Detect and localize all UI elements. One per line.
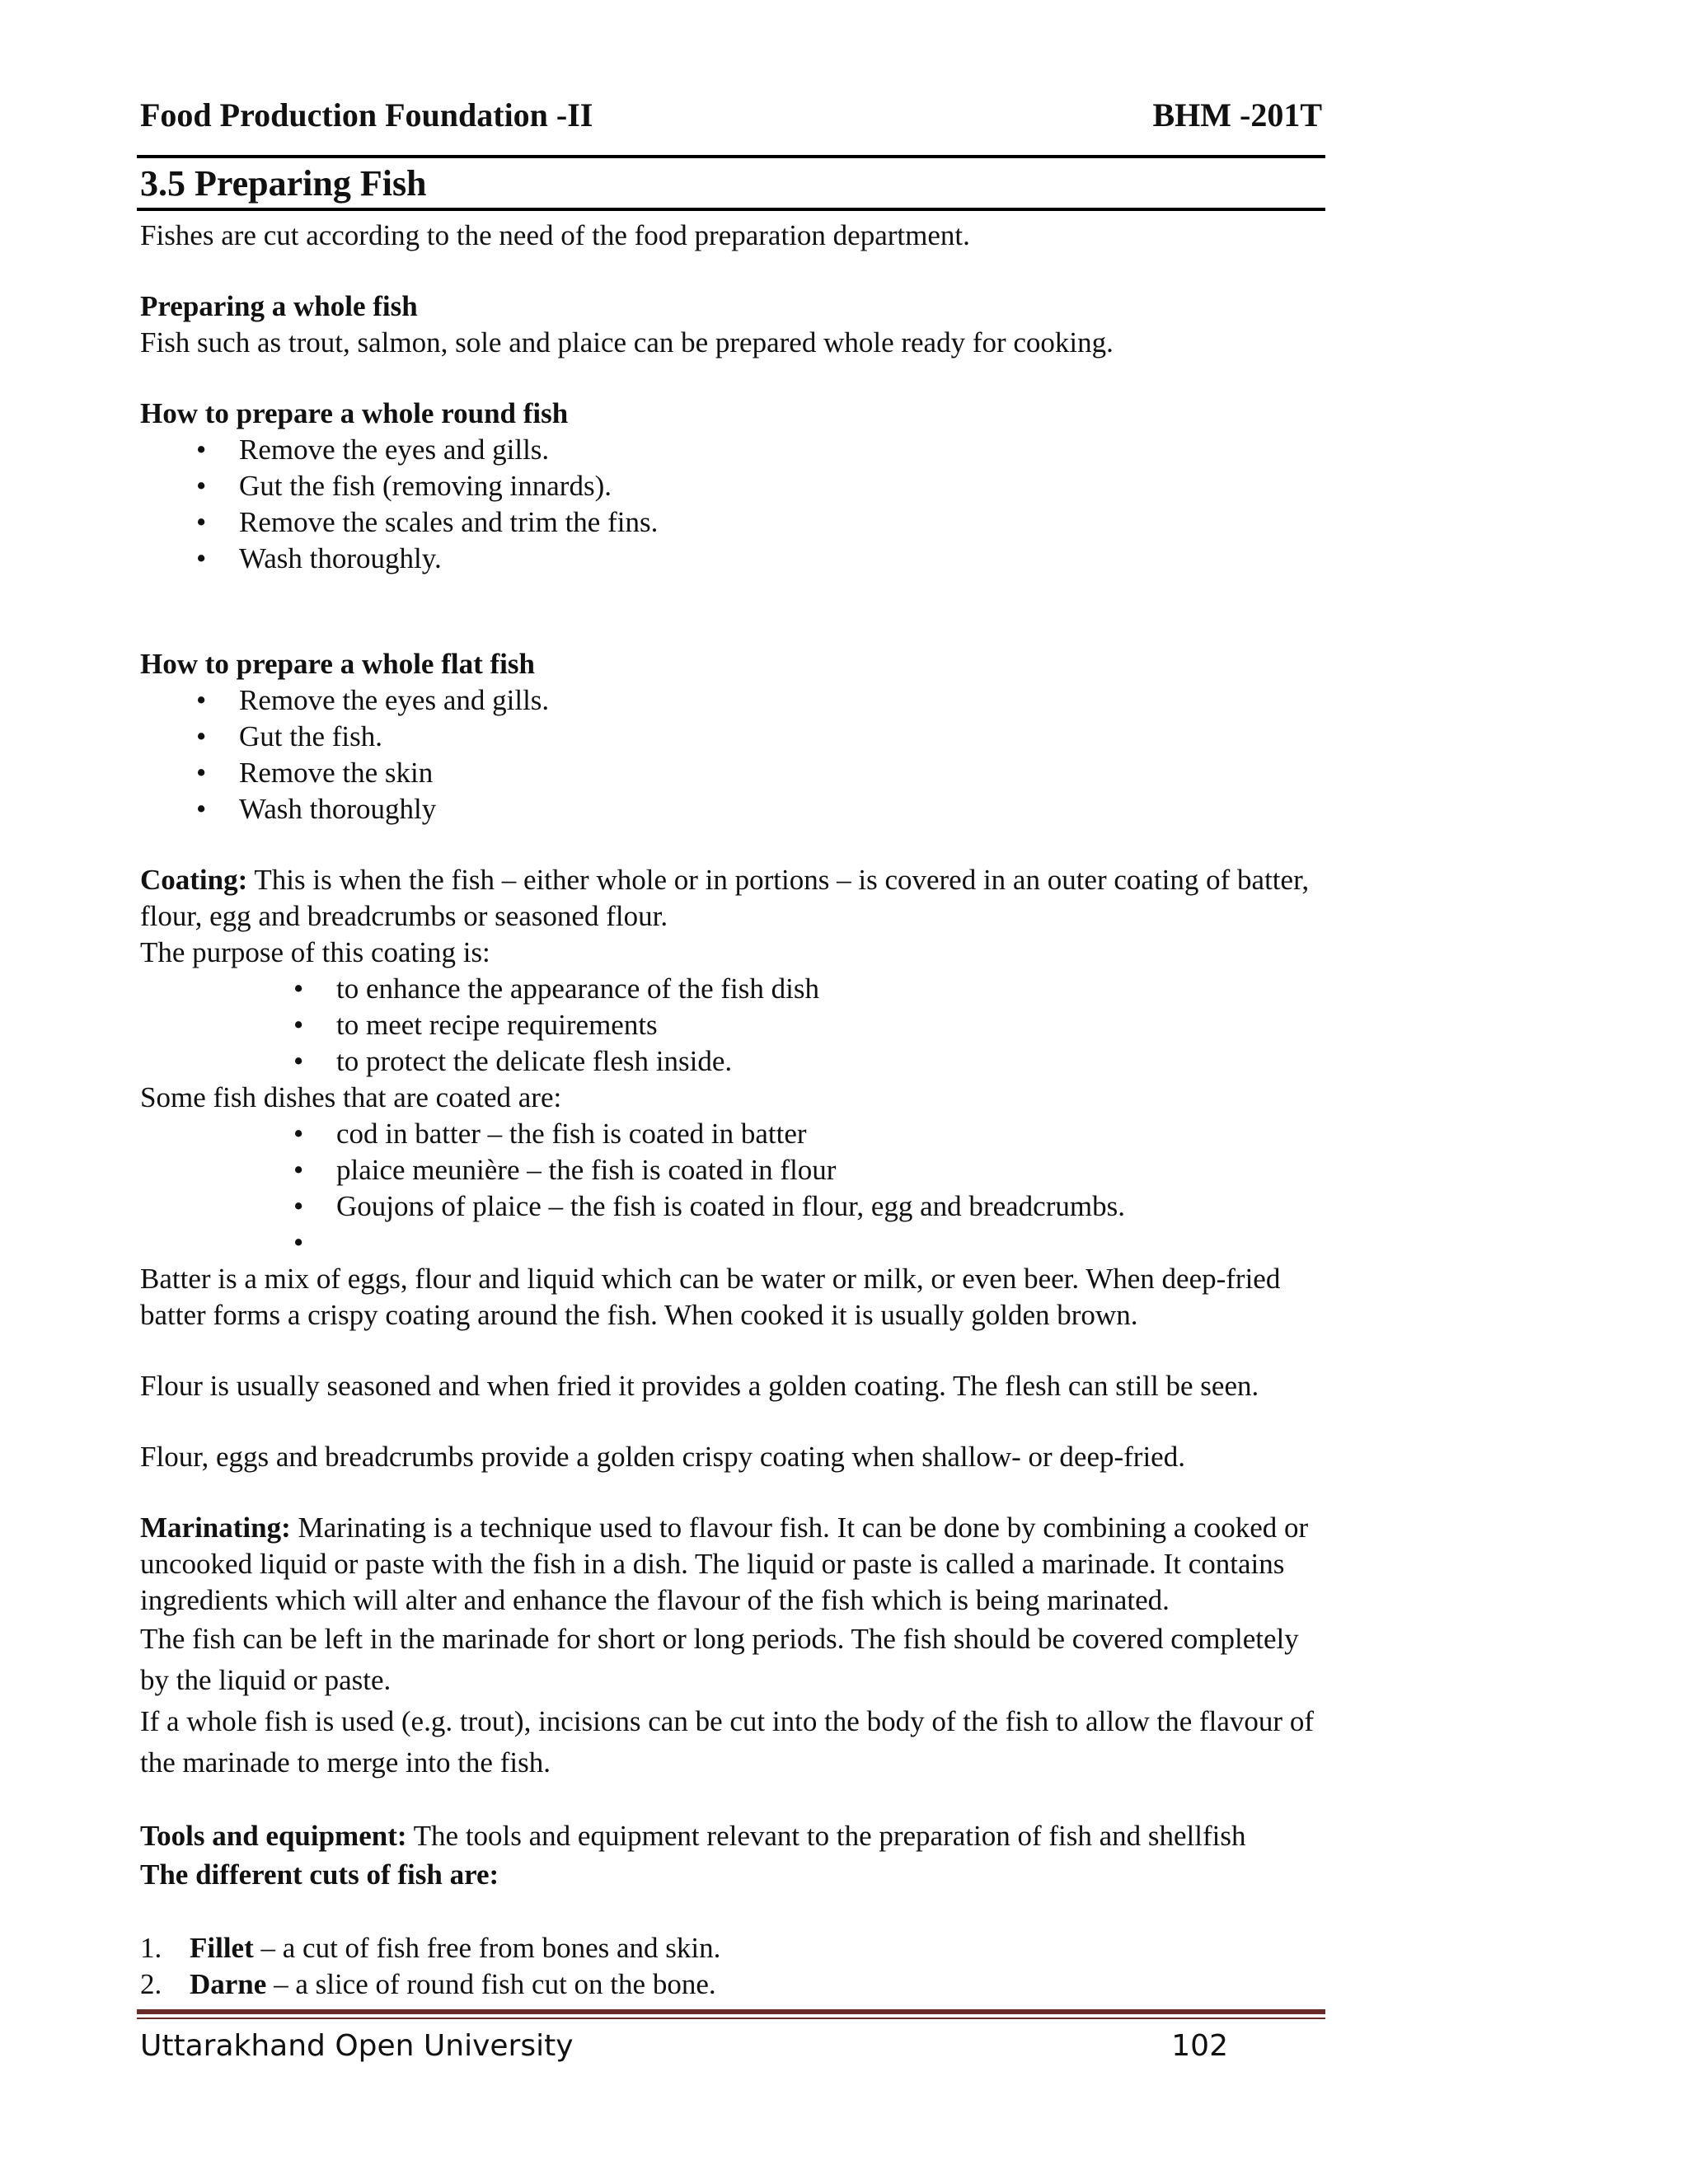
list-item: • Gut the fish. [140,719,1327,755]
section-rule [137,208,1325,211]
cut-description: – a cut of fish free from bones and skin. [253,1932,721,1964]
marinating-incisions: If a whole fish is used (e.g. trout), incisions can be cut into the body of the fish to allow the flavour of the marinade to merge into the fish. [140,1705,1314,1779]
page-content [140,218,1327,2003]
coated-dishes-intro: Some fish dishes that are coated are: [140,1081,562,1113]
flour-paragraph: Flour is usually seasoned and when fried it provides a golden coating. The flesh can still be seen. [140,1370,1259,1402]
coating-label: Coating: [140,864,248,896]
footer-rule [137,2009,1325,2014]
list-item: • to enhance the appearance of the fish dish [140,971,1327,1007]
coating-purposes [140,971,1327,1080]
list-item: • Remove the eyes and gills. [140,682,1327,719]
cuts-list [140,1930,1327,2003]
marinating-text: Marinating is a technique used to flavour fish. It can be done by combining a cooked or uncooked liquid or paste with the fish in a dish. The liquid or paste is called a marinade. It contains ingredients which will alter and enhance the flavour of the fish which is being marinated. [140,1511,1309,1616]
cut-term: Darne [190,1968,267,2000]
flat-fish-steps [140,682,1327,827]
section-title: 3.5 Preparing Fish [140,163,427,204]
course-code: BHM -201T [1152,96,1322,134]
whole-fish-text: Fish such as trout, salmon, sole and plaice can be prepared whole ready for cooking. [140,326,1114,359]
footer-university: Uttarakhand Open University [140,2029,574,2063]
intro-paragraph: Fishes are cut according to the need of the food preparation department. [140,219,970,251]
tools-text: The tools and equipment relevant to the preparation of fish and shellfish [406,1820,1246,1852]
cuts-heading: The different cuts of fish are: [140,1858,499,1891]
coated-dishes [140,1116,1327,1261]
marinating-label: Marinating: [140,1511,291,1544]
batter-paragraph: Batter is a mix of eggs, flour and liquid which can be water or milk, or even beer. When deep-fried batter forms a crispy coating around the fish. When cooked it is usually golden brown. [140,1263,1281,1331]
page-number: 102 [1171,2029,1228,2063]
empty-list-item [140,1225,1327,1261]
list-item: • Goujons of plaice – the fish is coated in flour, egg and breadcrumbs. [140,1188,1327,1225]
tools-paragraph [140,1818,1327,1854]
item-number: 2. [140,1968,162,2000]
item-number: 1. [140,1932,162,1964]
list-item: • Wash thoroughly [140,791,1327,827]
round-fish-heading: How to prepare a whole round fish [140,397,569,429]
header-rule [137,155,1325,158]
list-item: • Gut the fish (removing innards). [140,468,1327,504]
course-title: Food Production Foundation -II [140,96,593,134]
marinating-duration: The fish can be left in the marinade for short or long periods. The fish should be covered completely by the liquid or paste. [140,1623,1299,1696]
list-item: • Remove the scales and trim the fins. [140,504,1327,541]
coating-purpose-intro: The purpose of this coating is: [140,936,490,968]
list-item [140,1930,1327,1966]
list-item: • plaice meunière – the fish is coated in flour [140,1152,1327,1188]
coating-paragraph [140,862,1327,935]
cut-description: – a slice of round fish cut on the bone. [266,1968,716,2000]
list-item: • Remove the skin [140,755,1327,791]
list-item [140,1966,1327,2003]
flat-fish-heading: How to prepare a whole flat fish [140,648,535,680]
list-item: • to meet recipe requirements [140,1007,1327,1043]
list-item: • cod in batter – the fish is coated in batter [140,1116,1327,1152]
list-item: • Wash thoroughly. [140,541,1327,577]
breadcrumbs-paragraph: Flour, eggs and breadcrumbs provide a golden crispy coating when shallow- or deep-fried. [140,1441,1185,1473]
footer-rule-thin [137,2018,1325,2019]
round-fish-steps [140,432,1327,577]
whole-fish-heading: Preparing a whole fish [140,290,418,322]
coating-text: This is when the fish – either whole or in portions – is covered in an outer coating of batter, flour, egg and breadcrumbs or seasoned flour. [140,864,1310,932]
marinating-paragraph [140,1510,1327,1619]
list-item: • to protect the delicate flesh inside. [140,1043,1327,1080]
list-item: • Remove the eyes and gills. [140,432,1327,468]
tools-label: Tools and equipment: [140,1820,407,1852]
cut-term: Fillet [190,1932,254,1964]
